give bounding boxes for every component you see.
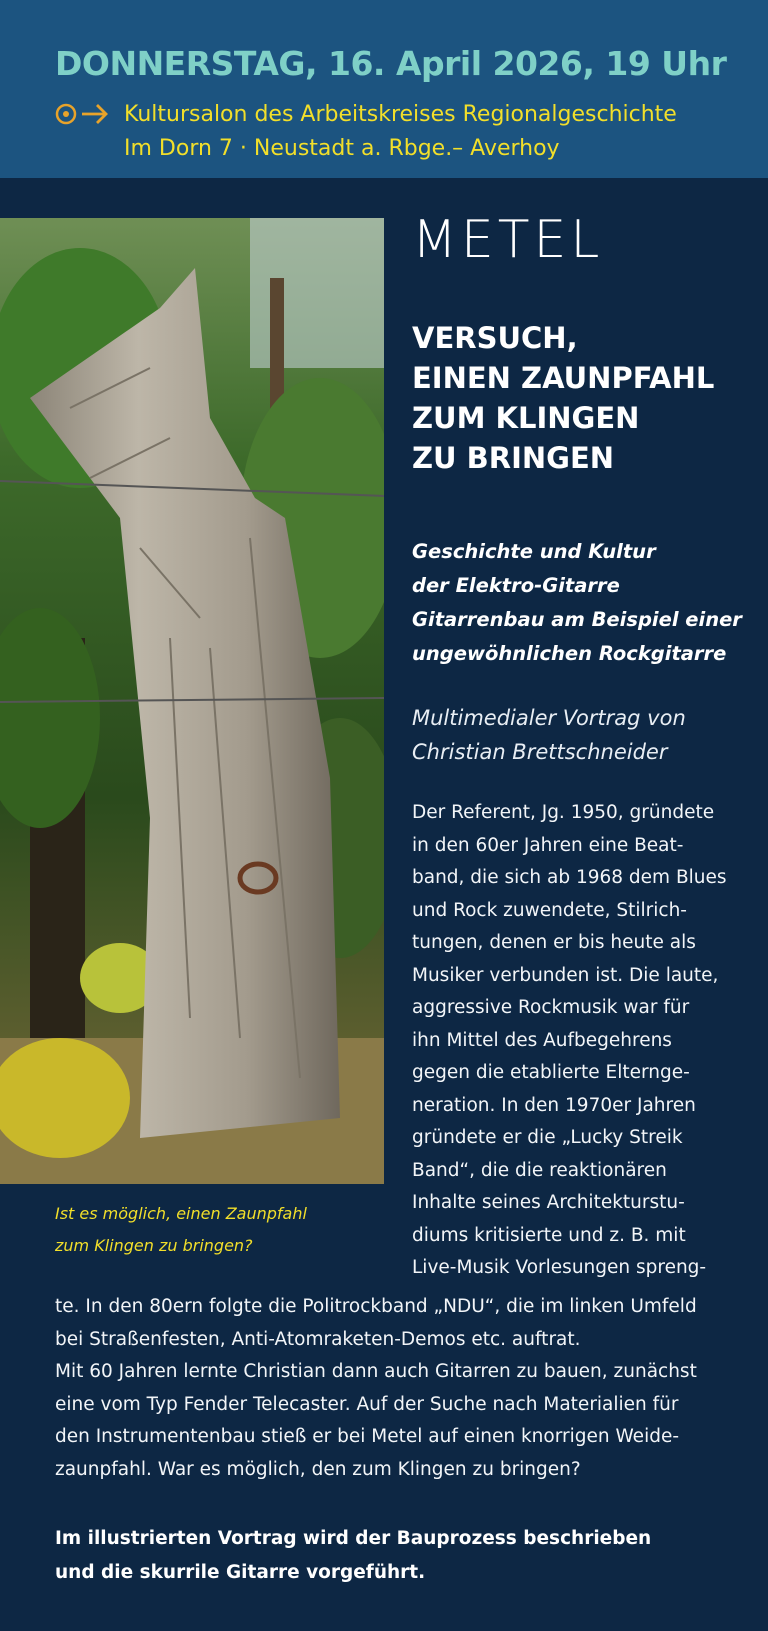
- venue-name: Kultursalon des Arbeitskreises Regionalgeschichte: [124, 102, 677, 127]
- headline: [412, 318, 752, 478]
- body-line: bei Straßenfesten, Anti-Atomraketen-Demos etc. auftrat.: [55, 1328, 581, 1350]
- body-line: diums kritisierte und z. B. mit: [412, 1224, 686, 1246]
- body-line: band, die sich ab 1968 dem Blues: [412, 867, 727, 888]
- caption-line: Ist es möglich, einen Zaunpfahl: [55, 1204, 307, 1223]
- body-line: neration. In den 1970er Jahren: [412, 1094, 696, 1116]
- speaker-info: [412, 701, 762, 769]
- headline-line: EINEN ZAUNPFAHL: [412, 361, 715, 395]
- headline-line: ZU BRINGEN: [412, 441, 615, 475]
- target-arrow-icon: [55, 100, 111, 128]
- event-header: [0, 0, 768, 178]
- body-text-full: [55, 1291, 755, 1486]
- body-line: Der Referent, Jg. 1950, gründete: [412, 802, 715, 823]
- event-venue: [55, 98, 677, 166]
- subtitle-line: Geschichte und Kultur: [412, 540, 656, 563]
- body-line: gegen die etablierte Elternge-: [412, 1062, 690, 1083]
- body-line: gründete er die „Lucky Streik: [412, 1127, 683, 1148]
- body-line: in den 60er Jahren eine Beat-: [412, 834, 684, 856]
- caption-line: zum Klingen zu bringen?: [55, 1236, 253, 1255]
- body-line: Live-Musik Vorlesungen spreng-: [412, 1257, 707, 1278]
- body-line: ihn Mittel des Aufbegehrens: [412, 1029, 672, 1051]
- subtitle-line: Gitarrenbau am Beispiel einer: [412, 608, 742, 631]
- page-title: METEL: [412, 210, 604, 270]
- speaker-name: Christian Brettschneider: [412, 740, 668, 764]
- body-text-column: [412, 797, 762, 1285]
- venue-address: Im Dorn 7 · Neustadt a. Rbge.– Averhoy: [124, 136, 560, 161]
- body-line: tungen, denen er bis heute als: [412, 932, 696, 953]
- speaker-line: Multimedialer Vortrag von: [412, 706, 686, 730]
- closing-line: und die skurrile Gitarre vorgeführt.: [55, 1562, 426, 1583]
- event-date: DONNERSTAG, 16. April 2026, 19 Uhr: [55, 44, 727, 83]
- closing-statement: [55, 1522, 755, 1590]
- body-line: und Rock zuwendete, Stilrich-: [412, 899, 687, 921]
- body-line: aggressive Rockmusik war für: [412, 997, 690, 1018]
- body-line: den Instrumentenbau stieß er bei Metel auf einen knorrigen Weide-: [55, 1426, 680, 1447]
- headline-line: VERSUCH,: [412, 321, 578, 355]
- headline-line: ZUM KLINGEN: [412, 401, 640, 435]
- body-line: eine vom Typ Fender Telecaster. Auf der Suche nach Materialien für: [55, 1393, 679, 1415]
- body-line: te. In den 80ern folgte die Politrockband „NDU“, die im linken Umfeld: [55, 1296, 697, 1317]
- fence-post-photo: [0, 218, 384, 1184]
- subtitle-line: ungewöhnlichen Rockgitarre: [412, 642, 727, 665]
- body-line: Musiker verbunden ist. Die laute,: [412, 964, 719, 986]
- body-line: Mit 60 Jahren lernte Christian dann auch Gitarren zu bauen, zunächst: [55, 1361, 697, 1382]
- closing-line: Im illustrierten Vortrag wird der Bauprozess beschrieben: [55, 1528, 652, 1549]
- photo-caption: [55, 1198, 375, 1262]
- body-line: Inhalte seines Architekturstu-: [412, 1192, 685, 1213]
- body-line: Band“, die die reaktionären: [412, 1159, 667, 1181]
- body-line: zaunpfahl. War es möglich, den zum Klingen zu bringen?: [55, 1458, 581, 1480]
- subtitle: [412, 535, 762, 671]
- subtitle-line: der Elektro-Gitarre: [412, 574, 620, 597]
